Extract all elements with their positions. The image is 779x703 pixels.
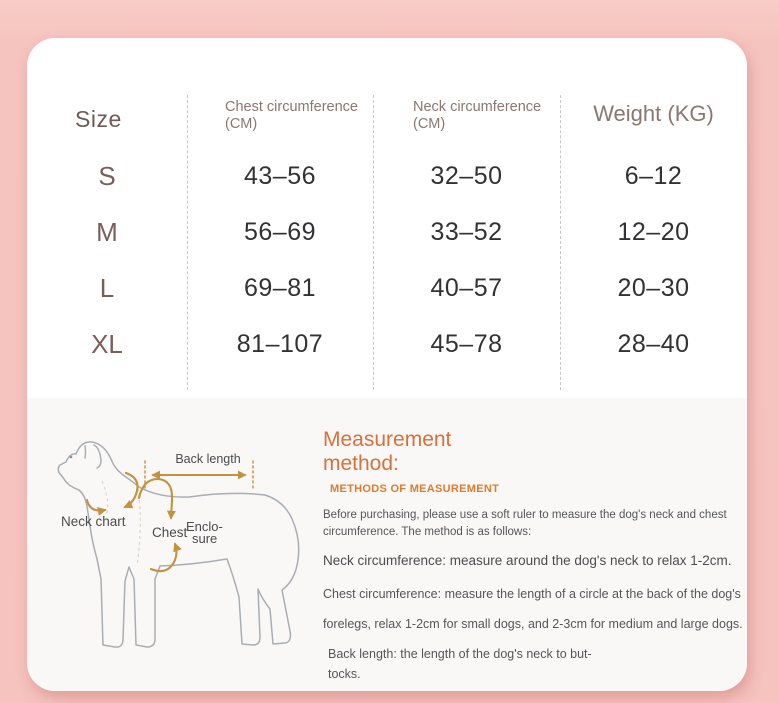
back-length-label: Back length <box>175 452 241 466</box>
dog-eye <box>70 456 73 459</box>
neck-value-m: 33–52 <box>430 217 503 246</box>
measurement-section <box>27 398 747 691</box>
chest-value-xl: 81–107 <box>236 329 324 358</box>
weight-value-xl: 28–40 <box>617 329 690 358</box>
chest-instruction-line1: Chest circumference: measure the length of a circle at the back of the dog's <box>323 586 741 601</box>
back-length-instruction <box>323 644 743 684</box>
neck-label: Neck chart <box>61 514 126 529</box>
neck-arrow-lower <box>87 500 105 511</box>
chest-instruction-line2: forelegs, relax 1-2cm for small dogs, and 2-3cm for medium and large dogs. <box>323 616 743 631</box>
chest-value-s: 43–56 <box>243 161 317 190</box>
measurement-intro <box>323 507 743 540</box>
measurement-title-line1: Measurement <box>323 428 452 451</box>
size-table <box>27 38 747 398</box>
chest-arrow-lower <box>151 544 177 571</box>
size-label-l: L <box>99 272 115 303</box>
enclosure-label-line1: Enclo- <box>186 519 223 534</box>
measurement-text-block <box>323 428 743 684</box>
size-label-m: M <box>96 216 118 247</box>
column-divider <box>373 95 374 390</box>
weight-value-s: 6–12 <box>624 161 683 190</box>
chest-label: Chest <box>152 525 188 540</box>
enclosure-label-line2: sure <box>192 531 218 546</box>
chest-header-unit: (CM) <box>225 116 258 133</box>
neck-instruction: Neck circumference: measure around the dog's neck to relax 1-2cm. <box>323 552 732 568</box>
back-instruction-line2: tocks. <box>328 666 361 681</box>
col-header-weight: Weight (KG) <box>593 101 714 126</box>
col-header-chest <box>187 86 373 148</box>
intro-line1: Before purchasing, please use a soft ruler to measure the dog's neck and chest <box>323 509 727 522</box>
weight-value-l: 20–30 <box>617 273 690 302</box>
chest-value-l: 69–81 <box>243 273 317 302</box>
measurement-title <box>323 428 743 476</box>
col-header-neck <box>373 86 560 148</box>
weight-value-m: 12–20 <box>617 217 690 246</box>
column-divider <box>560 95 561 390</box>
neck-value-xl: 45–78 <box>430 329 503 358</box>
column-divider <box>187 95 188 390</box>
neck-value-l: 40–57 <box>430 273 503 302</box>
neck-header-label: Neck circumference <box>413 99 542 115</box>
chest-arrow-upper <box>139 479 172 518</box>
chest-header-label: Chest circumference <box>225 99 358 115</box>
chest-value-m: 56–69 <box>243 217 317 246</box>
dog-measurement-diagram <box>41 418 331 658</box>
intro-line2: circumference. The method is as follows: <box>323 525 532 538</box>
back-instruction-line1: Back length: the length of the dog's neck to but- <box>328 646 592 661</box>
dog-outline <box>58 442 299 647</box>
size-label-xl: XL <box>91 328 123 359</box>
size-label-s: S <box>98 160 116 191</box>
measurement-title-line2: method: <box>323 452 399 476</box>
col-header-size: Size <box>75 106 122 132</box>
size-chart-card <box>27 38 747 691</box>
measurement-subtitle: METHODS OF MEASUREMENT <box>330 483 500 496</box>
neck-value-s: 32–50 <box>430 161 503 190</box>
neck-header-unit: (CM) <box>413 116 446 133</box>
